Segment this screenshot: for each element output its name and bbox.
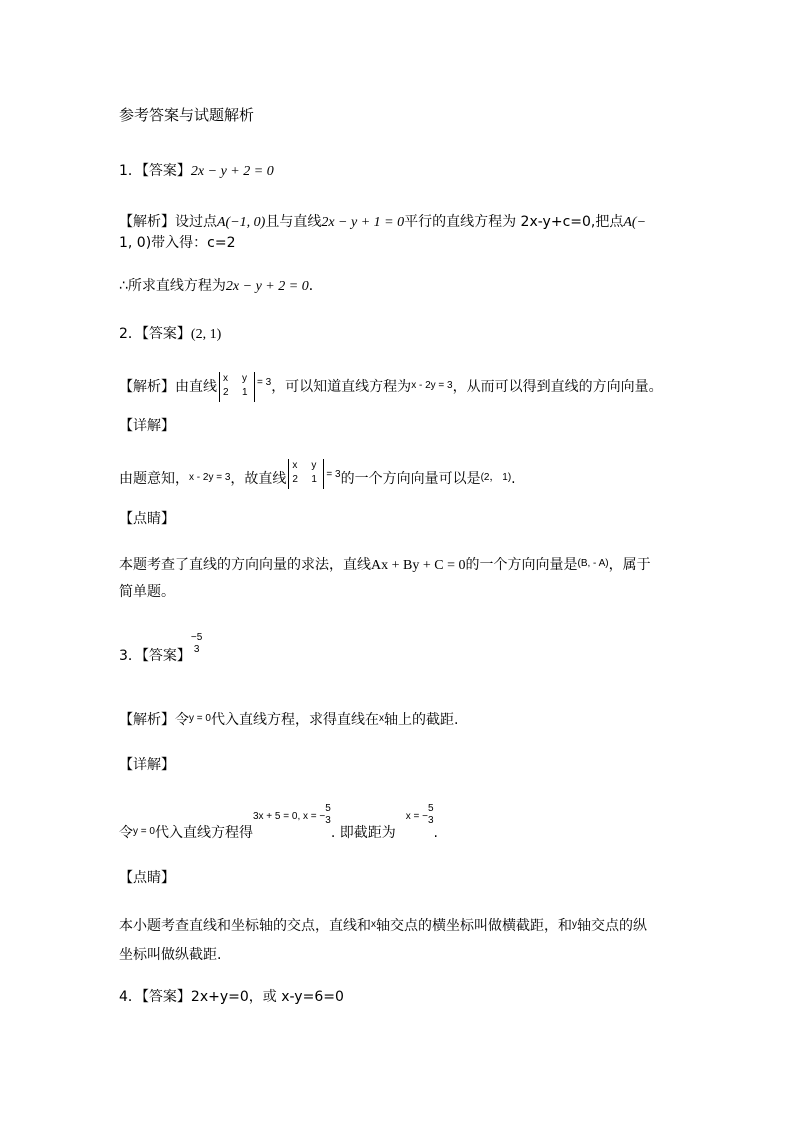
answer-label: 2．【答案】 — [119, 326, 191, 342]
fraction — [325, 803, 331, 827]
point: A(−1, 0) — [217, 215, 266, 230]
answer-equation: 2x − y + 2 = 0 — [190, 164, 274, 179]
q3-comment-label: 【点睛】 — [119, 870, 175, 886]
page-title: 参考答案与试题解析 — [119, 106, 255, 124]
period: ． — [308, 278, 323, 294]
direction-vector: (B, - A) — [577, 558, 609, 569]
det-entry: x — [223, 373, 228, 384]
q3-detail-label: 【详解】 — [119, 757, 175, 773]
answer-vector: (2, 1) — [190, 327, 222, 342]
analysis-text: 【解析】设过点 — [119, 214, 217, 230]
comment-text: 轴交点的横坐标叫做横截距，和 — [376, 918, 572, 934]
q1-answer — [119, 161, 274, 182]
denominator: 3 — [427, 815, 434, 826]
answer-label: 4．【答案】 — [119, 989, 191, 1005]
line-equation: 2x − y + 1 = 0 — [321, 215, 405, 230]
det-rhs: = 3 — [257, 377, 272, 388]
q3-analysis — [119, 709, 458, 730]
q3-comment-line1 — [119, 915, 647, 936]
line-equation: 2x − y + 2 = 0 — [225, 279, 309, 294]
comment-text: 本题考查了直线的方向向量的求法，直线 — [119, 557, 371, 573]
answer-label: 1．【答案】 — [119, 163, 191, 179]
line-equation: x - 2y = 3 — [411, 380, 453, 391]
analysis-text: 平行的直线方程为 2x-y+c=0,把点 — [404, 214, 624, 230]
period: . — [511, 471, 516, 487]
variable: x — [378, 713, 384, 724]
q1-therefore — [119, 276, 323, 297]
q1-analysis-line2: 1, 0)带入得：c=2 — [119, 235, 236, 251]
point: A(− — [623, 215, 647, 230]
equation: y = 0 — [133, 826, 155, 837]
det-entry: x — [292, 460, 298, 471]
denominator: 3 — [193, 644, 200, 655]
equation: y = 0 — [189, 713, 211, 724]
numerator: 5 — [196, 632, 203, 643]
analysis-text: ，可以知道直线方程为 — [271, 379, 412, 395]
comment-text: 的一个方向向量是 — [465, 557, 578, 573]
fraction — [428, 803, 434, 827]
line-equation: x - 2y = 3 — [189, 472, 231, 483]
det-entry: y — [242, 373, 247, 384]
period: . — [433, 825, 438, 841]
q4-answer — [119, 987, 344, 1007]
q2-detail — [119, 460, 516, 489]
answer-equation: 2x+y=0，或 x-y=6=0 — [190, 989, 344, 1005]
det-entry: 1 — [311, 474, 317, 485]
comment-text: 本小题考查直线和坐标轴的交点，直线和 — [119, 918, 371, 934]
q2-comment-line2: 简单题。 — [119, 584, 175, 600]
therefore-text: ∴所求直线方程为 — [119, 278, 226, 294]
detail-text: 代入直线方程得 — [154, 825, 253, 841]
variable: x — [371, 919, 376, 930]
line-equation: Ax + By + C = 0 — [371, 558, 466, 573]
comment-text: 轴交点的纵 — [577, 918, 647, 934]
q2-detail-label: 【详解】 — [119, 418, 175, 434]
q1-analysis-line1 — [119, 212, 646, 233]
answer-fraction — [191, 632, 202, 656]
denominator: 3 — [325, 815, 331, 826]
numerator: 5 — [325, 803, 331, 814]
analysis-text: 代入直线方程，求得直线在 — [210, 712, 379, 728]
analysis-text: ，从而可以得到直线的方向向量。 — [452, 379, 663, 395]
determinant — [288, 459, 324, 489]
det-entry: 2 — [223, 387, 229, 398]
detail-text: . 即截距为 — [330, 825, 396, 841]
analysis-text: 轴上的截距. — [383, 712, 459, 728]
q3-answer — [119, 632, 202, 666]
analysis-text: 且与直线 — [265, 214, 322, 230]
numerator: 5 — [427, 803, 434, 814]
equation: x = − — [405, 811, 428, 822]
equation: 3x + 5 = 0, x = − — [252, 811, 326, 822]
det-entry: 2 — [292, 474, 298, 485]
variable: y — [572, 919, 577, 930]
detail-text: 的一个方向向量可以是 — [340, 471, 481, 487]
comment-text: ，属于 — [608, 557, 651, 573]
detail-text: 令 — [119, 825, 133, 841]
detail-text: 由题意知， — [119, 471, 189, 487]
analysis-text: 【解析】由直线 — [119, 379, 217, 395]
q2-answer — [119, 324, 221, 345]
det-rhs: = 3 — [326, 469, 341, 480]
analysis-text: 【解析】令 — [119, 712, 189, 728]
answer-label: 3．【答案】 — [119, 648, 191, 664]
q3-detail — [119, 803, 438, 843]
q2-analysis — [119, 372, 663, 402]
q3-comment-line2: 坐标叫做纵截距. — [119, 947, 222, 963]
q2-comment-label: 【点睛】 — [119, 511, 175, 527]
detail-text: ，故直线 — [230, 471, 287, 487]
determinant — [219, 372, 255, 402]
det-entry: y — [311, 460, 317, 471]
det-entry: 1 — [242, 387, 248, 398]
minus-sign: − — [190, 632, 197, 643]
direction-vector: (2， 1) — [480, 472, 512, 483]
q2-comment-line1 — [119, 554, 651, 576]
